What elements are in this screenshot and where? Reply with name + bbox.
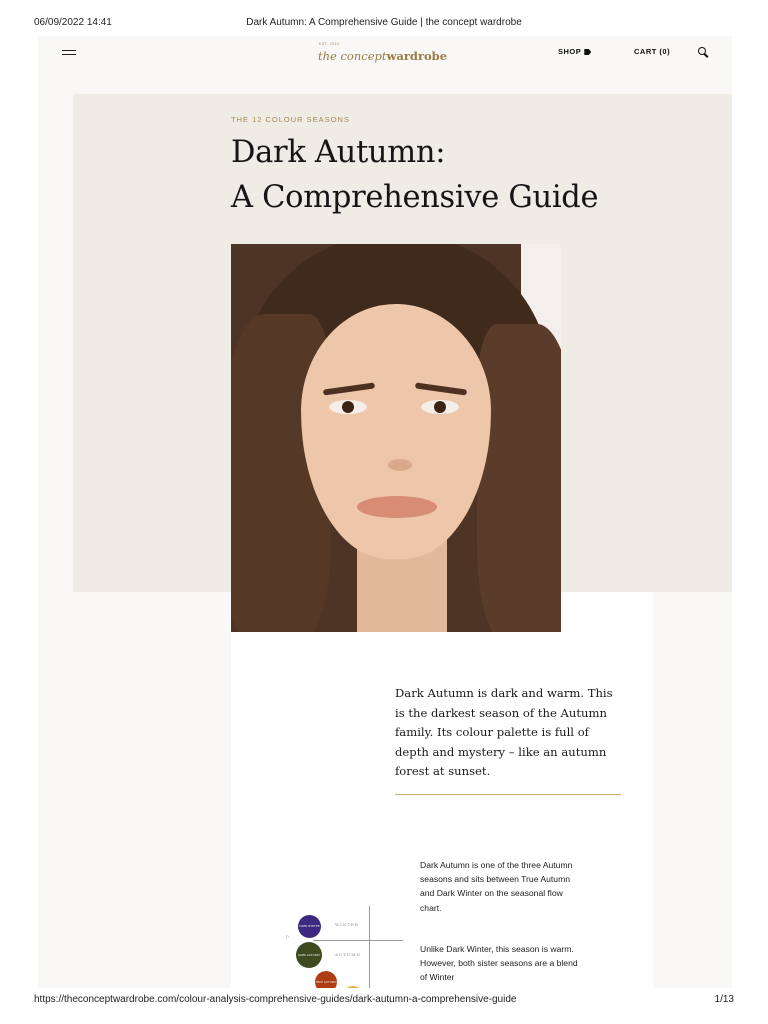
print-page-number: 1/13: [714, 994, 734, 1005]
hamburger-menu-icon[interactable]: [62, 49, 76, 57]
seasonal-flow-chart: [283, 904, 413, 988]
article-category[interactable]: THE 12 COLOUR SEASONS: [231, 115, 350, 124]
article-intro: Dark Autumn is dark and warm. This is the darkest season of the Autumn family. Its colour palette is full of depth and mystery – like an autumn forest at sunset.: [395, 686, 613, 779]
article-paragraph-2: Unlike Dark Winter, this season is warm. However, both sister seasons are a blend of Winter: [420, 944, 578, 983]
winter-label: WINTER: [335, 922, 359, 927]
cart-link[interactable]: CART (0): [634, 47, 671, 56]
shop-menu-link[interactable]: [558, 47, 591, 56]
tag-icon: [584, 49, 591, 55]
print-header: [0, 17, 768, 31]
flow-chart-horizontal-line: [313, 940, 403, 941]
shop-label: SHOP: [558, 47, 582, 56]
soft-autumn-dot: [343, 986, 363, 988]
dark-winter-dot: DARK WINTER: [298, 915, 321, 938]
article-title-line-1: Dark Autumn:: [231, 135, 446, 170]
print-url: https://theconceptwardrobe.com/colour-analysis-comprehensive-guides/dark-autumn-a-comprehensive-guide: [34, 994, 517, 1005]
autumn-label: AUTUMN: [335, 952, 361, 957]
print-footer: [0, 994, 768, 1008]
flow-chart-vertical-line: [369, 906, 370, 988]
print-page-title: Dark Autumn: A Comprehensive Guide | the concept wardrobe: [246, 17, 522, 28]
print-datetime: 06/09/2022 14:41: [34, 17, 112, 28]
logo-est-text: EST. 2016: [319, 42, 340, 46]
hero-portrait-image: [231, 244, 561, 632]
article-paragraph-1: Dark Autumn is one of the three Autumn seasons and sits between True Autumn and Dark Winter on the seasonal flow chart.: [420, 860, 573, 913]
search-icon[interactable]: [698, 47, 709, 58]
flow-chart-axis-label: D: [286, 934, 289, 939]
site-logo[interactable]: [318, 41, 452, 65]
gold-divider: [395, 794, 621, 795]
article-title-line-2: A Comprehensive Guide: [231, 180, 599, 215]
dark-autumn-dot: DARK AUTUMN: [296, 942, 322, 968]
article-title: [231, 130, 651, 220]
logo-wordmark: the conceptwardrobe: [318, 49, 448, 63]
true-autumn-dot: TRUE AUTUMN: [315, 971, 337, 988]
web-page: [38, 36, 732, 988]
top-navigation: [38, 36, 732, 70]
